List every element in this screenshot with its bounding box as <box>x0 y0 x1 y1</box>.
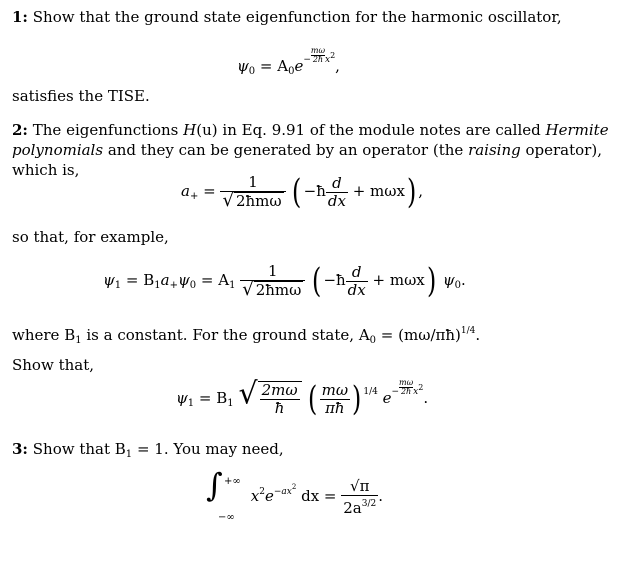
q1-text: Show that the ground state eigenfunction for the harmonic oscillator, <box>32 8 562 26</box>
psi1-result-equation: $\psi_1 = B_1$ √ $\frac{2m\omega}{ħ}$ ( $\frac{m\omega}{\pi ħ}$ ) $^{1/4}$ e− $\frac{m\omega}{2ħ}$ $^{x2}$. <box>176 376 429 419</box>
q1-number: 1: <box>12 8 28 26</box>
q2-so-that: so that, for example, <box>12 228 169 246</box>
q2-show-that: Show that, <box>12 356 95 374</box>
integral-sign: ∫ <box>206 466 223 504</box>
q2-where: where $B_1$ is a constant. For the ground state, $A_0$ = (mω/πħ)$^{1/4}$. <box>12 326 481 346</box>
q1-after: satisfies the TISE. <box>12 87 150 105</box>
q2-line3: which is, <box>12 161 80 179</box>
q1-equation: $\psi_0 = A_0e^-$ $\frac{m\omega}{2ħ}$ $^{x2}$, <box>237 46 340 77</box>
integral-equation: ∫ +∞ −∞ $x^2e^{-ax2}$ dx = $\frac{√\pi}{2a^{3/2}}$ . <box>206 466 384 523</box>
q3-number: 3: <box>12 440 28 458</box>
raising-operator-equation: $a_+$ = $\frac{1}{\text{√ 2ħmω}}$ ( −ħ $\frac{d}{dx}$ + mωx) , <box>181 172 424 212</box>
q3-statement: 3: Show that $B_1 = 1$. You may need, <box>12 440 284 460</box>
psi1-equation: $\psi_1 = B_1a_+\psi_0 = A_1$ $\frac{1}{\text{√ 2ħmω}}$ ( −ħ $\frac{d}{dx}$ + mωx) $\psi_0$. <box>103 261 466 301</box>
q2-line1: 2: The eigenfunctions H(u) in Eq. 9.91 of the module notes are called Hermite <box>12 121 609 139</box>
q2-line2: polynomials and they can be generated by an operator (the raising operator), <box>12 141 602 159</box>
q1-statement <box>12 8 562 27</box>
q2-number: 2: <box>12 121 28 139</box>
